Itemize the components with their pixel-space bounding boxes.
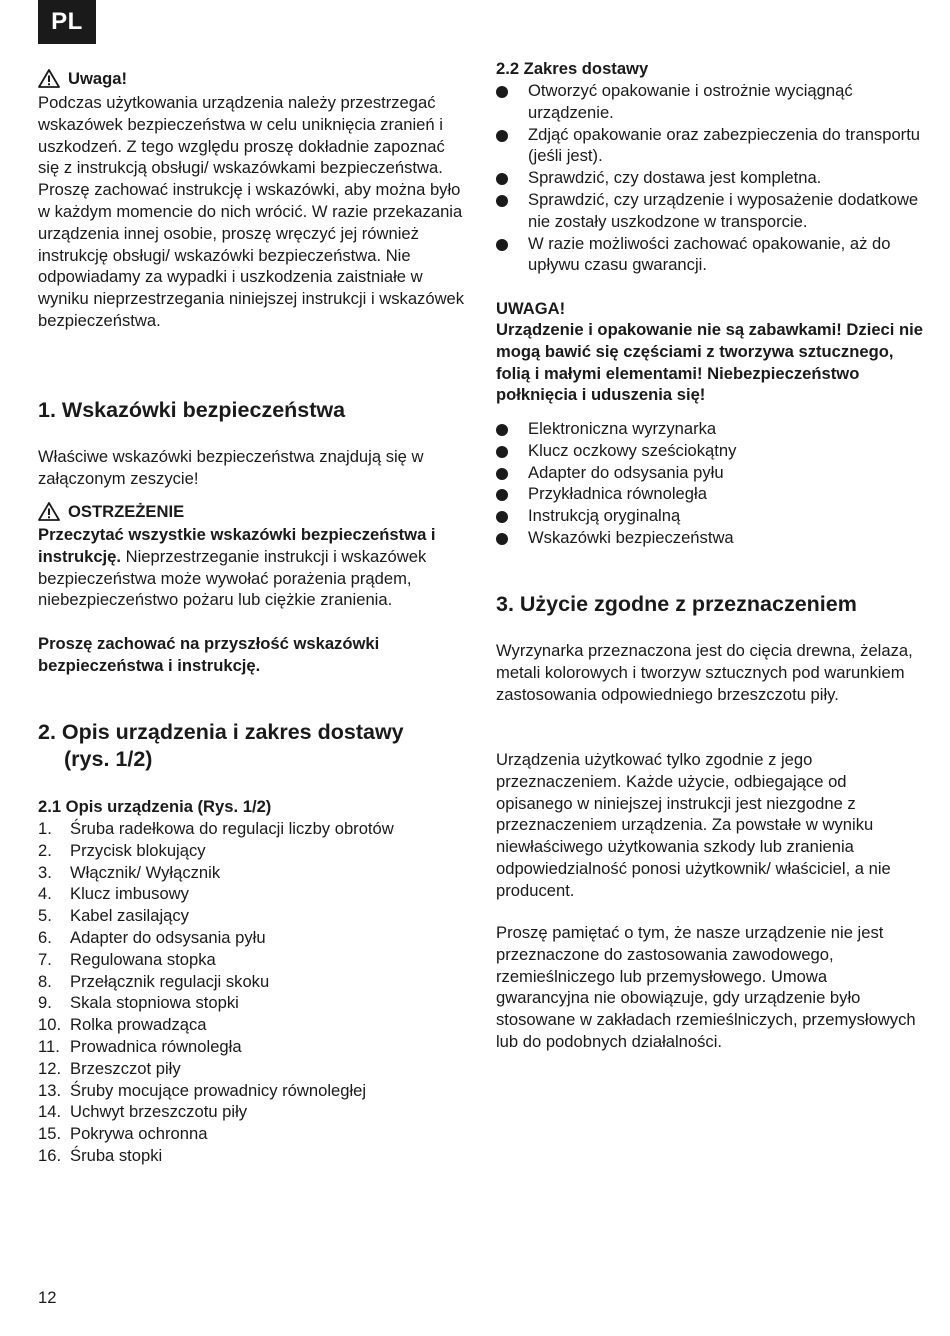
list-item: Sprawdzić, czy urządzenie i wyposażenie dodatkowe nie zostały uszkodzone w transporcie. <box>496 189 924 233</box>
section-1-text: Właściwe wskazówki bezpieczeństwa znajdują się w załączonym zeszycie! <box>38 447 424 488</box>
section-3-paragraph-2: Urządzenia użytkować tylko zgodnie z jego przeznaczeniem. Każde użycie, odbiegające od opisanego w niniejszej instrukcji jest niezgodne z przeznaczeniem urządzenia. Za powstałe w wyniku niewłaściwego użytkowania szkody lub zranienia odpowiedzialność ponosi użytkownik/ właściciel, a nie producent. <box>496 750 891 900</box>
bullet-icon <box>496 462 528 484</box>
contents-list <box>496 418 924 549</box>
section-2-heading: 2. Opis urządzenia i zakres dostawy <box>38 720 404 744</box>
warning-regular-text: Nieprzestrzeganie instrukcji i wskazówek bezpieczeństwa może wywołać porażenia prądem, niebezpieczeństwo pożaru lub ciężkie zranienia. <box>38 546 427 610</box>
warning-title: OSTRZEŻENIE <box>68 502 185 521</box>
subsection-2-1-heading: 2.1 Opis urządzenia (Rys. 1/2) <box>38 797 272 816</box>
warning-heading <box>38 501 466 523</box>
parts-list <box>38 818 466 1167</box>
language-badge: PL <box>38 0 96 44</box>
warning-text <box>38 524 466 611</box>
uwaga-title: UWAGA! <box>496 299 566 318</box>
list-item: 7. Regulowana stopka <box>38 949 216 969</box>
warning-triangle-icon <box>38 69 60 88</box>
list-item: Sprawdzić, czy dostawa jest kompletna. <box>496 167 924 189</box>
list-item: 5. Kabel zasilający <box>38 906 189 926</box>
list-item: Zdjąć opakowanie oraz zabezpieczenia do transportu (jeśli jest). <box>496 124 924 168</box>
list-item: Elektroniczna wyrzynarka <box>496 418 924 440</box>
section-3-paragraph-3: Proszę pamiętać o tym, że nasze urządzenie nie jest przeznaczone do zastosowania zawodowego, rzemieślniczego lub przemysłowego. Umowa gwarancyjna nie obowiązuje, gdy urządzenie było stosowane w zakładach rzemieślniczych, przemysłowych lub do podobnych działalności. <box>496 923 916 1051</box>
bullet-icon <box>496 189 528 211</box>
list-item: 4. Klucz imbusowy <box>38 884 189 904</box>
bullet-icon <box>496 124 528 146</box>
section-2-heading-figure: (rys. 1/2) <box>64 747 153 771</box>
list-item: 1. Śruba radełkowa do regulacji liczby obrotów <box>38 819 394 838</box>
caution-title: Uwaga! <box>68 69 128 88</box>
list-item: 11. Prowadnica równoległa <box>38 1036 242 1056</box>
bullet-icon <box>496 527 528 549</box>
list-item: 8. Przełącznik regulacji skoku <box>38 971 270 991</box>
list-item: 2. Przycisk blokujący <box>38 840 206 860</box>
list-item: Adapter do odsysania pyłu <box>496 462 924 484</box>
list-item: 13. Śruby mocujące prowadnicy równoległej <box>38 1080 367 1100</box>
bullet-icon <box>496 440 528 462</box>
list-item: Przykładnica równoległa <box>496 483 924 505</box>
list-item: 6. Adapter do odsysania pyłu <box>38 927 266 947</box>
list-item: 15. Pokrywa ochronna <box>38 1124 208 1144</box>
list-item: 12. Brzeszczot piły <box>38 1058 181 1078</box>
warning-bold-text: Przeczytać wszystkie wskazówki bezpieczeństwa i instrukcję. <box>38 525 436 566</box>
warning-triangle-icon <box>38 502 60 521</box>
caution-text: Podczas użytkowania urządzenia należy przestrzegać wskazówek bezpieczeństwa w celu uniknięcia zranień i uszkodzeń. Z tego względu proszę dokładnie zapoznać się z instrukcją obsługi/ wskazówkami bezpieczeństwa. Proszę zachować instrukcję i wskazówki, aby można było w każdym momencie do nich wrócić. W razie przekazania urządzenia innej osobie, proszę wręczyć jej również instrukcję obsługi/ wskazówki bezpieczeństwa. Nie odpowiadamy za wypadki i uszkodzenia zaistniałe w wyniku nieprzestrzegania niniejszej instrukcji i wskazówek bezpieczeństwa. <box>38 93 465 330</box>
section-3-paragraph-1: Wyrzynarka przeznaczona jest do cięcia drewna, żelaza, metali kolorowych i tworzyw sztucznych pod warunkiem zastosowania odpowiedniego brzeszczotu piły. <box>496 641 913 704</box>
list-item: W razie możliwości zachować opakowanie, aż do upływu czasu gwarancji. <box>496 233 924 277</box>
list-item: 9. Skala stopniowa stopki <box>38 993 239 1013</box>
bullet-icon <box>496 233 528 255</box>
delivery-steps-list <box>496 80 924 276</box>
list-item: Instrukcją oryginalną <box>496 505 924 527</box>
warning-keep-instructions: Proszę zachować na przyszłość wskazówki bezpieczeństwa i instrukcję. <box>38 634 380 675</box>
bullet-icon <box>496 167 528 189</box>
list-item: 14. Uchwyt brzeszczotu piły <box>38 1102 248 1122</box>
page-number: 12 <box>38 1288 57 1307</box>
list-item: 10. Rolka prowadząca <box>38 1015 207 1035</box>
caution-heading <box>38 68 466 90</box>
bullet-icon <box>496 505 528 527</box>
subsection-2-2-heading: 2.2 Zakres dostawy <box>496 59 649 78</box>
bullet-icon <box>496 80 528 102</box>
section-1-heading: 1. Wskazówki bezpieczeństwa <box>38 398 346 422</box>
list-item: Otworzyć opakowanie i ostrożnie wyciągnąć urządzenie. <box>496 80 924 124</box>
list-item: Wskazówki bezpieczeństwa <box>496 527 924 549</box>
section-3-heading: 3. Użycie zgodne z przeznaczeniem <box>496 592 857 616</box>
bullet-icon <box>496 483 528 505</box>
list-item: 3. Włącznik/ Wyłącznik <box>38 862 221 882</box>
list-item: Klucz oczkowy sześciokątny <box>496 440 924 462</box>
bullet-icon <box>496 418 528 440</box>
uwaga-text: Urządzenie i opakowanie nie są zabawkami! Dzieci nie mogą bawić się częściami z tworzywa sztucznego, folią i małymi elementami! Niebezpieczeństwo połknięcia i uduszenia się! <box>496 320 923 405</box>
list-item: 16. Śruba stopki <box>38 1145 163 1165</box>
